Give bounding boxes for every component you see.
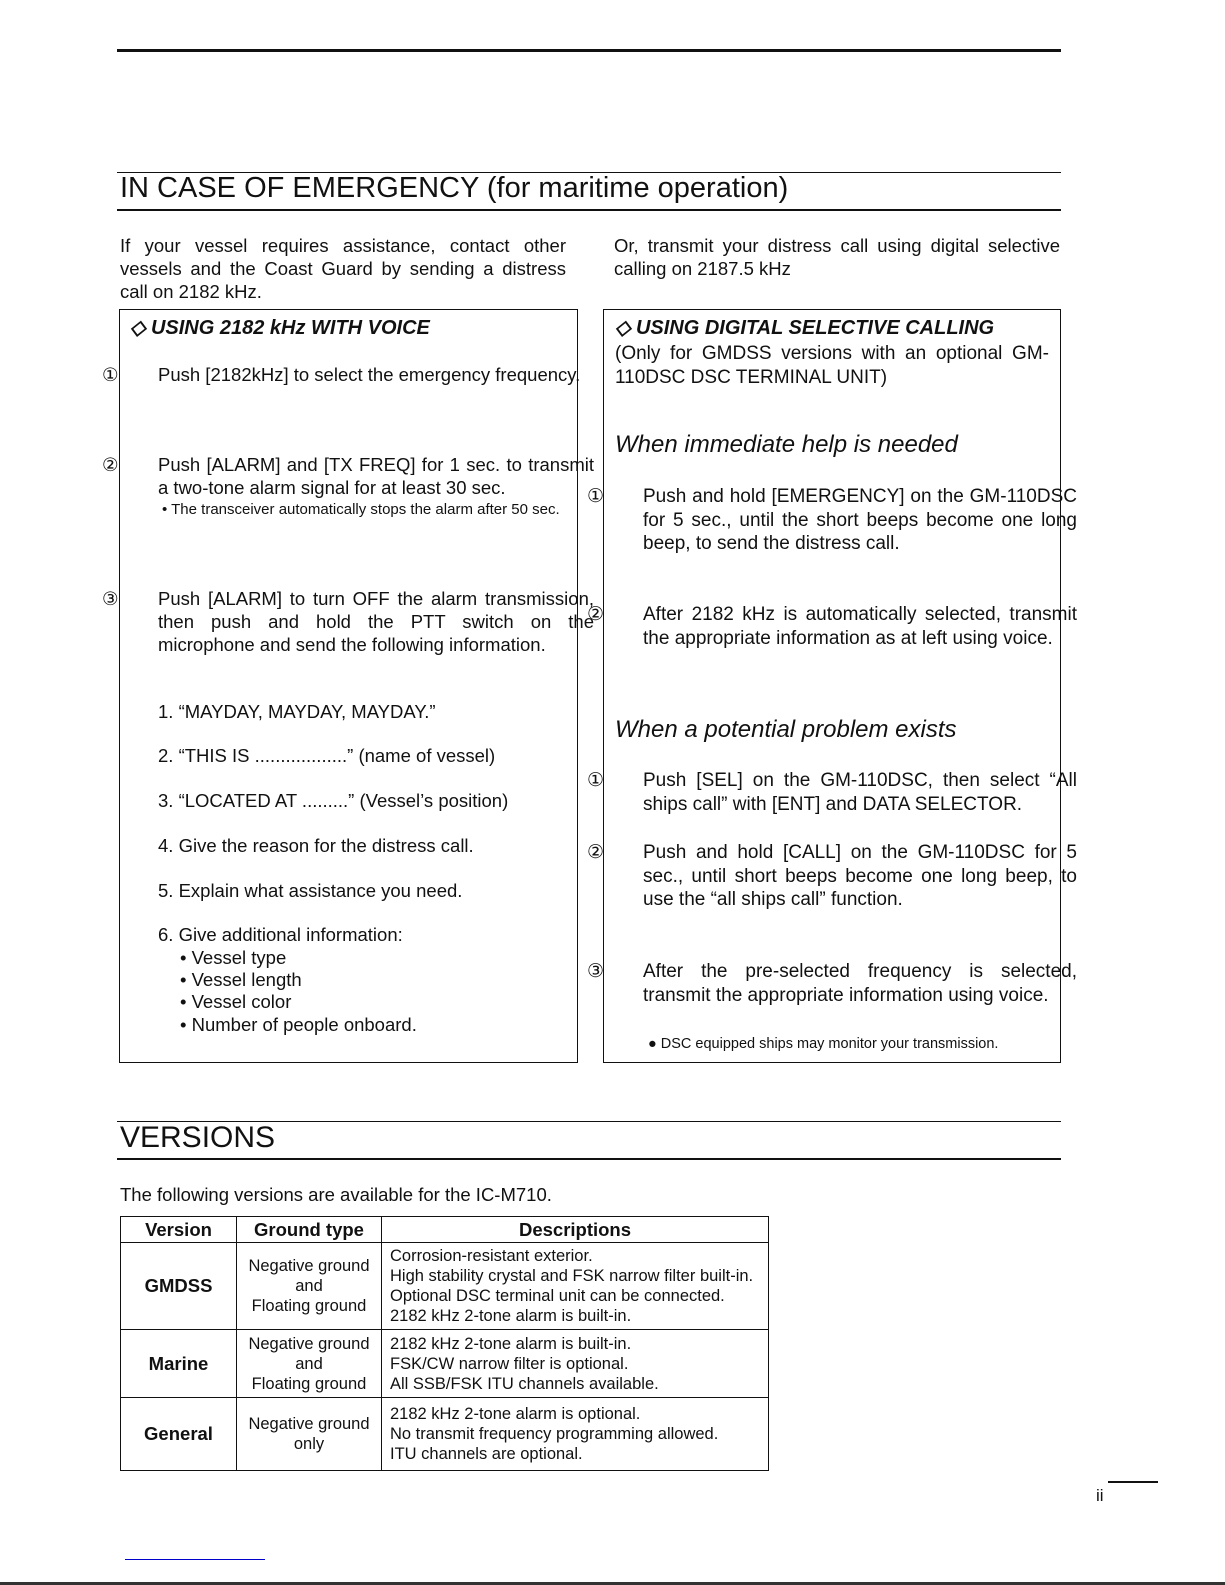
table-header: [121, 1217, 769, 1243]
ground-line: Floating ground: [251, 1297, 367, 1315]
step-text: Push [ALARM] and [TX FREQ] for 1 sec. to transmit a two-tone alarm signal for at least 30 sec.: [158, 454, 594, 498]
ground-line: only: [293, 1435, 325, 1453]
potential-problem-title: When a potential problem exists: [615, 716, 957, 743]
dsc-box: [587, 309, 1061, 1063]
list-item: 4. Give the reason for the distress call.: [158, 835, 474, 856]
step-number: ①: [587, 486, 605, 507]
voice-step-2: [102, 453, 594, 499]
list-item: 1. “MAYDAY, MAYDAY, MAYDAY.”: [158, 701, 436, 722]
list-item: 2. “THIS IS ..................” (name of vessel): [158, 745, 496, 766]
voice-step-2-note: • The transceiver automatically stops the alarm after 50 sec.: [162, 501, 560, 518]
desc-line: High stability crystal and FSK narrow filter built-in.: [390, 1267, 754, 1285]
immediate-step-1: [587, 485, 1077, 556]
ground-cell: [237, 1330, 382, 1398]
table-row: [121, 1243, 769, 1330]
intro-right: Or, transmit your distress call using digital selective calling on 2187.5 kHz: [614, 235, 1060, 279]
step-text: Push and hold [EMERGENCY] on the GM-110DSC for 5 sec., until the short beeps become one long beep, to send the distress call.: [643, 486, 1077, 554]
desc-line: 2182 kHz 2-tone alarm is built-in.: [390, 1334, 632, 1353]
additional-item: • Vessel color: [180, 991, 292, 1012]
desc-line: No transmit frequency programming allowed.: [390, 1425, 719, 1443]
step-number: ①: [587, 770, 605, 791]
step-number: ③: [587, 961, 605, 982]
step-number: ②: [587, 842, 605, 863]
list-item: 3. “LOCATED AT .........” (Vessel’s position): [158, 790, 509, 811]
immediate-step-2: [587, 603, 1077, 650]
step-number: ②: [587, 604, 605, 625]
link-underline: [125, 1559, 265, 1560]
step-number: ③: [102, 588, 119, 609]
desc-line: Corrosion-resistant exterior.: [390, 1247, 593, 1265]
step-text: After the pre-selected frequency is selected, transmit the appropriate information using voice.: [643, 961, 1077, 1006]
potential-step-1: [587, 769, 1077, 816]
ground-line: and: [295, 1354, 323, 1373]
step-text: Push [ALARM] to turn OFF the alarm transmission, then push and hold the PTT switch on the microphone and send the following information.: [158, 588, 594, 655]
potential-step-3: [587, 960, 1077, 1007]
list-item: 5. Explain what assistance you need.: [158, 880, 463, 901]
ground-line: and: [295, 1277, 323, 1295]
desc-cell: [382, 1330, 769, 1398]
header-version: Version: [121, 1217, 237, 1243]
desc-cell: [382, 1398, 769, 1471]
desc-line: Optional DSC terminal unit can be connected.: [390, 1287, 725, 1305]
step-text: After 2182 kHz is automatically selected, transmit the appropriate information as at left using voice.: [643, 604, 1077, 649]
potential-step-2: [587, 841, 1077, 912]
top-rule: [117, 49, 1061, 52]
ground-line: Negative ground: [248, 1257, 370, 1275]
step-text: Push [2182kHz] to select the emergency frequency.: [158, 364, 581, 385]
voice-step-1: [102, 363, 594, 386]
voice-step-3: [102, 587, 594, 656]
version-cell: GMDSS: [121, 1243, 237, 1330]
dsc-final-note: ● DSC equipped ships may monitor your transmission.: [648, 1036, 999, 1052]
desc-line: 2182 kHz 2-tone alarm is built-in.: [390, 1307, 632, 1325]
ground-line: Negative ground: [248, 1415, 370, 1433]
additional-item: • Number of people onboard.: [180, 1014, 417, 1035]
desc-line: All SSB/FSK ITU channels available.: [390, 1374, 659, 1393]
page-number: ii: [1096, 1486, 1104, 1505]
versions-underline: [117, 1158, 1061, 1160]
emergency-title: IN CASE OF EMERGENCY (for maritime operation): [120, 172, 789, 204]
step-number: ①: [102, 364, 119, 385]
versions-table: [120, 1216, 769, 1471]
desc-cell: [382, 1243, 769, 1330]
table-row: [121, 1398, 769, 1471]
ground-cell: [237, 1243, 382, 1330]
header-ground: Ground type: [237, 1217, 382, 1243]
step-text: Push [SEL] on the GM-110DSC, then select “All ships call” with [ENT] and DATA SELECTOR.: [643, 770, 1077, 815]
additional-item: • Vessel length: [180, 969, 302, 990]
desc-line: FSK/CW narrow filter is optional.: [390, 1354, 629, 1373]
versions-title: VERSIONS: [120, 1121, 276, 1154]
step-text: Push and hold [CALL] on the GM-110DSC for 5 sec., until short beeps become one long beep, to use the “all ships call” function.: [643, 842, 1077, 910]
immediate-help-title: When immediate help is needed: [615, 431, 958, 458]
desc-line: ITU channels are optional.: [390, 1445, 583, 1463]
desc-line: 2182 kHz 2-tone alarm is optional.: [390, 1405, 641, 1423]
version-cell: Marine: [121, 1330, 237, 1398]
step-number: ②: [102, 454, 119, 475]
ground-cell: [237, 1398, 382, 1471]
page-number-rule: [1108, 1481, 1158, 1483]
dsc-heading: ◇ USING DIGITAL SELECTIVE CALLING: [615, 317, 995, 339]
versions-intro: The following versions are available for the IC-M710.: [120, 1184, 552, 1205]
table-row: [121, 1330, 769, 1398]
dsc-note: (Only for GMDSS versions with an optional GM-110DSC DSC TERMINAL UNIT): [615, 343, 1049, 388]
ground-line: Negative ground: [248, 1334, 370, 1353]
ground-line: Floating ground: [251, 1374, 367, 1393]
additional-item: • Vessel type: [180, 947, 287, 968]
voice-heading: ◇ USING 2182 kHz WITH VOICE: [130, 317, 430, 339]
intro-left: If your vessel requires assistance, contact other vessels and the Coast Guard by sending a distress call on 2182 kHz.: [120, 235, 566, 302]
list-item: 6. Give additional information:: [158, 924, 403, 945]
header-descriptions: Descriptions: [382, 1217, 769, 1243]
version-cell: General: [121, 1398, 237, 1471]
section-underline: [117, 209, 1061, 211]
